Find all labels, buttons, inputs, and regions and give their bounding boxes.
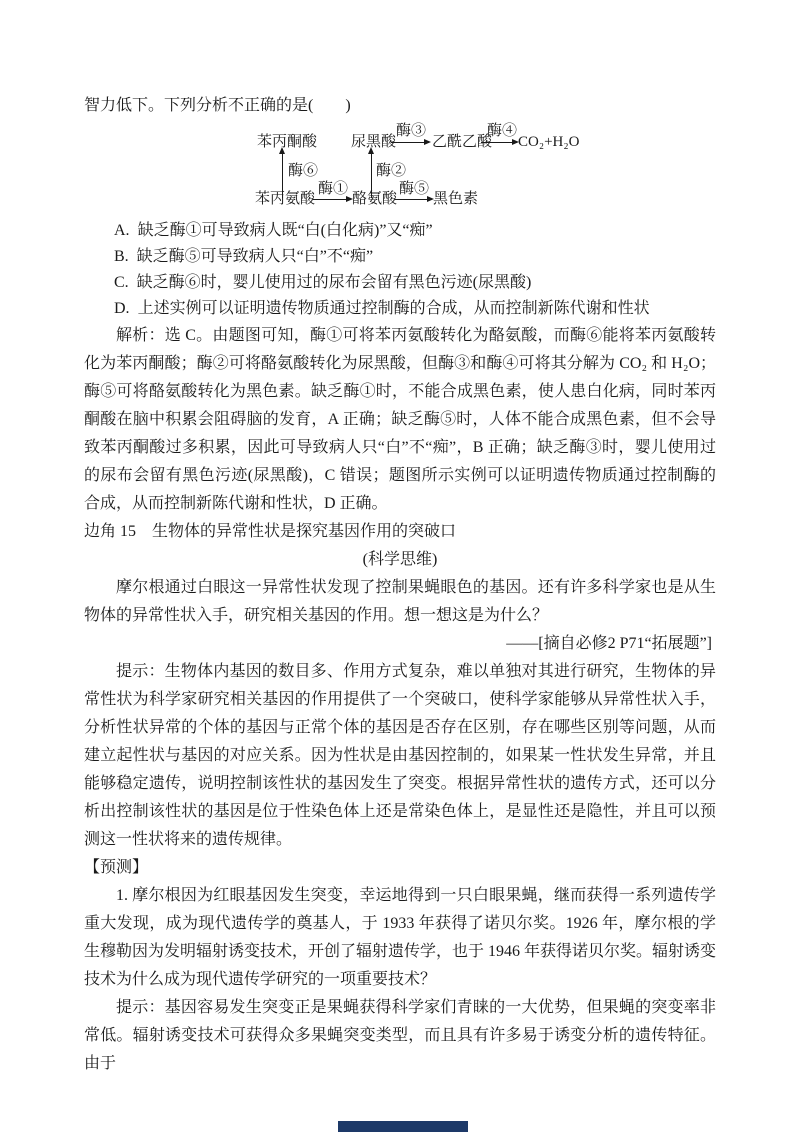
arrow-right-icon [313,199,351,200]
option-a [114,218,716,244]
option-c [114,270,716,296]
prediction-heading: 【预测】 [84,859,149,876]
option-c-text: 缺乏酶⑥时，婴儿使用过的尿布会留有黑色污迹(尿黑酸) [136,274,532,291]
option-b-text: 缺乏酶⑤可导致病人只“白”不“痴” [136,248,374,265]
corner-hint-paragraph: 提示：生物体内基因的数目多、作用方式复杂，难以单独对其进行研究，生物体的异常性状为科学家研究相关基因的作用提供了一个突破口，使科学家能够从异常性状入手，分析性状异常的个体的基因与正常个体的基因是否存在区别，存在哪些区别等问题，从而建立起性状与基因的对应关系。因为性状是由基因控制的，如果某一性状发生异常，并且能够稳定遗传，说明控制该性状的基因发生了突变。根据异常性状的遗传方式，还可以分析出控制该性状的基因是位于性染色体上还是常染色体上，是显性还是隐性，并且可以预测这一性状将来的遗传规律。 [84,663,716,848]
prediction-question-1: 1. 摩尔根因为红眼基因发生突变，幸运地得到一只白眼果蝇，继而获得一系列遗传学重大发现，成为现代遗传学的奠基人，于 1933 年获得了诺贝尔奖。1926 年，摩尔根的学生穆勒因为发明辐射诱变技术，开创了辐射遗传学，也于 1946 年获得诺贝尔奖。辐射诱变技术为什么成为现代遗传学研究的一项重要技术？ [84,887,717,988]
prediction-hint-1: 提示：基因容易发生突变正是果蝇获得科学家们青睐的一大优势，但果蝇的突变率非常低。辐射诱变技术可获得众多果蝇突变类型，而且具有许多易于诱变分析的遗传特征。由于 [84,999,716,1072]
corner-subtitle: (科学思维) [362,551,438,568]
question-stem: 智力低下。下列分析不正确的是( ) [84,97,351,114]
node-tyrosine: 酪氨酸 [352,191,398,207]
enzyme-4-label: 酶④ [487,123,518,139]
bottom-accent-bar [338,1121,468,1132]
option-b-label: B. [114,248,129,265]
analysis-paragraph: 解析：选 C。由题图可知，酶①可将苯丙氨酸转化为酪氨酸，而酶⑥能将苯丙氨酸转化为苯丙酮酸；酶②可将酪氨酸转化为尿黑酸，但酶③和酶④可将其分解为 CO₂ 和 H₂O；酶⑤可将酪氨酸转化为黑色素。缺乏酶①时，不能合成黑色素，使人患白化病，同时苯丙酮酸在脑中积累会阻碍脑的发育，A 正确；缺乏酶⑤时，人体不能合成黑色素，但不会导致苯丙酮酸过多积累，因此可导致病人只“白”不“痴”，B 正确；缺乏酶③时，婴儿使用过的尿布会留有黑色污迹(尿黑酸)，C 错误；题图所示实例可以证明遗传物质通过控制酶的合成，从而控制新陈代谢和性状，D 正确。 [84,327,716,512]
enzyme-2-label: 酶② [376,163,407,179]
corner-title: 生物体的异常性状是探究基因作用的突破口 [152,523,457,540]
arrow-right-icon [391,142,429,143]
option-d [114,296,716,322]
option-c-label: C. [114,274,129,291]
enzyme-5-label: 酶⑤ [399,181,430,197]
option-a-text: 缺乏酶①可导致病人既“白(白化病)”又“痴” [137,222,433,239]
option-a-label: A. [114,222,130,239]
node-homogentisate: 尿黑酸 [351,134,397,150]
enzyme-1-label: 酶① [318,181,349,197]
node-co2-h2o: CO₂+H₂O [518,134,580,150]
option-b [114,244,716,270]
options-list [114,218,716,322]
option-d-label: D. [114,300,130,317]
node-phenylpyruvate: 苯丙酮酸 [257,134,318,150]
node-phenylalanine: 苯丙氨酸 [255,191,316,207]
node-melanin: 黑色素 [433,191,479,207]
corner-badge: 边角 15 [84,523,137,540]
page-content [84,92,716,1078]
node-acetoacetate: 乙酰乙酸 [432,134,493,150]
arrow-right-icon [481,142,517,143]
corner-heading [84,518,716,546]
arrow-right-icon [395,199,432,200]
source-reference: ——[摘自必修2 P71“拓展题”] [506,635,712,652]
enzyme-3-label: 酶③ [396,123,427,139]
option-d-text: 上述实例可以证明遗传物质通过控制酶的合成，从而控制新陈代谢和性状 [137,300,650,317]
enzyme-6-label: 酶⑥ [288,163,319,179]
metabolic-pathway-diagram [84,122,716,218]
corner-intro-paragraph: 摩尔根通过白眼这一异常性状发现了控制果蝇眼色的基因。还有许多科学家也是从生物体的异常性状入手，研究相关基因的作用。想一想这是为什么？ [84,579,716,624]
